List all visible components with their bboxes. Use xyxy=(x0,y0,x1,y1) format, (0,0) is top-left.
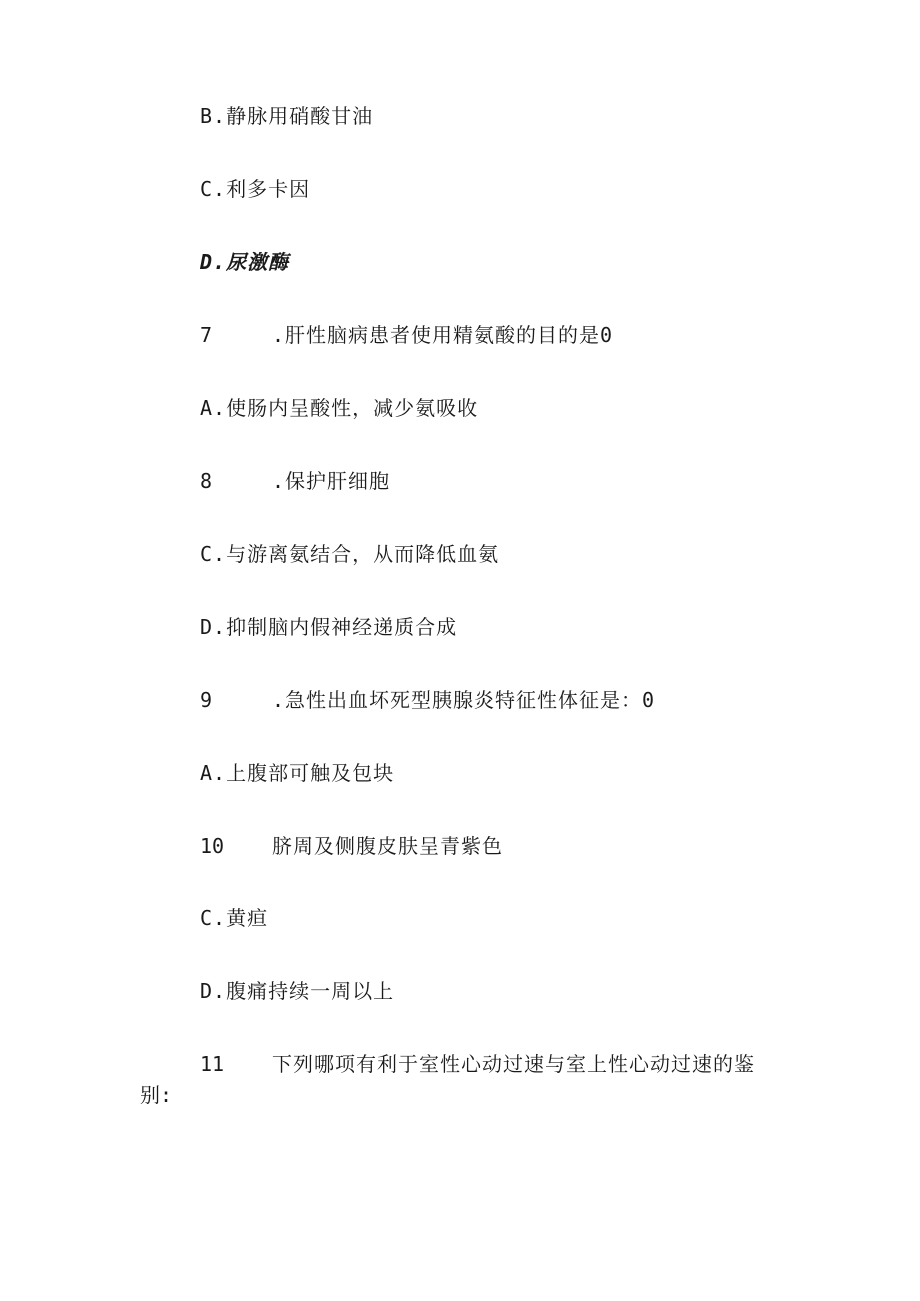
option-c-lidocaine: C.利多卡因 xyxy=(200,177,311,201)
question-9-option-c: C.黄疸 xyxy=(200,906,269,930)
question-7-option-a: A.使肠内呈酸性，减少氨吸收 xyxy=(200,396,479,420)
question-11-text-continuation: 别: xyxy=(140,1083,173,1107)
question-7-option-d: D.抑制脑内假神经递质合成 xyxy=(200,615,458,639)
question-9-option-b-number: 10 xyxy=(200,834,225,858)
question-7-option-b-text: .保护肝细胞 xyxy=(272,469,391,493)
question-7-option-b-number: 8 xyxy=(200,469,213,493)
question-9-option-a: A.上腹部可触及包块 xyxy=(200,761,395,785)
option-d-urokinase: D.尿激酶 xyxy=(200,250,290,274)
question-7-option-c: C.与游离氨结合，从而降低血氨 xyxy=(200,542,500,566)
question-7-text: .肝性脑病患者使用精氨酸的目的是0 xyxy=(272,323,614,347)
question-9-number: 9 xyxy=(200,688,213,712)
question-9-option-d: D.腹痛持续一周以上 xyxy=(200,979,395,1003)
question-9-option-b-text: 脐周及侧腹皮肤呈青紫色 xyxy=(272,834,503,858)
question-7-number: 7 xyxy=(200,323,213,347)
question-9-text: .急性出血坏死型胰腺炎特征性体征是：0 xyxy=(272,688,656,712)
option-b-nitroglycerin: B.静脉用硝酸甘油 xyxy=(200,104,374,128)
question-11-text: 下列哪项有利于室性心动过速与室上性心动过速的鉴 xyxy=(272,1052,755,1076)
question-11-number: 11 xyxy=(200,1052,225,1076)
